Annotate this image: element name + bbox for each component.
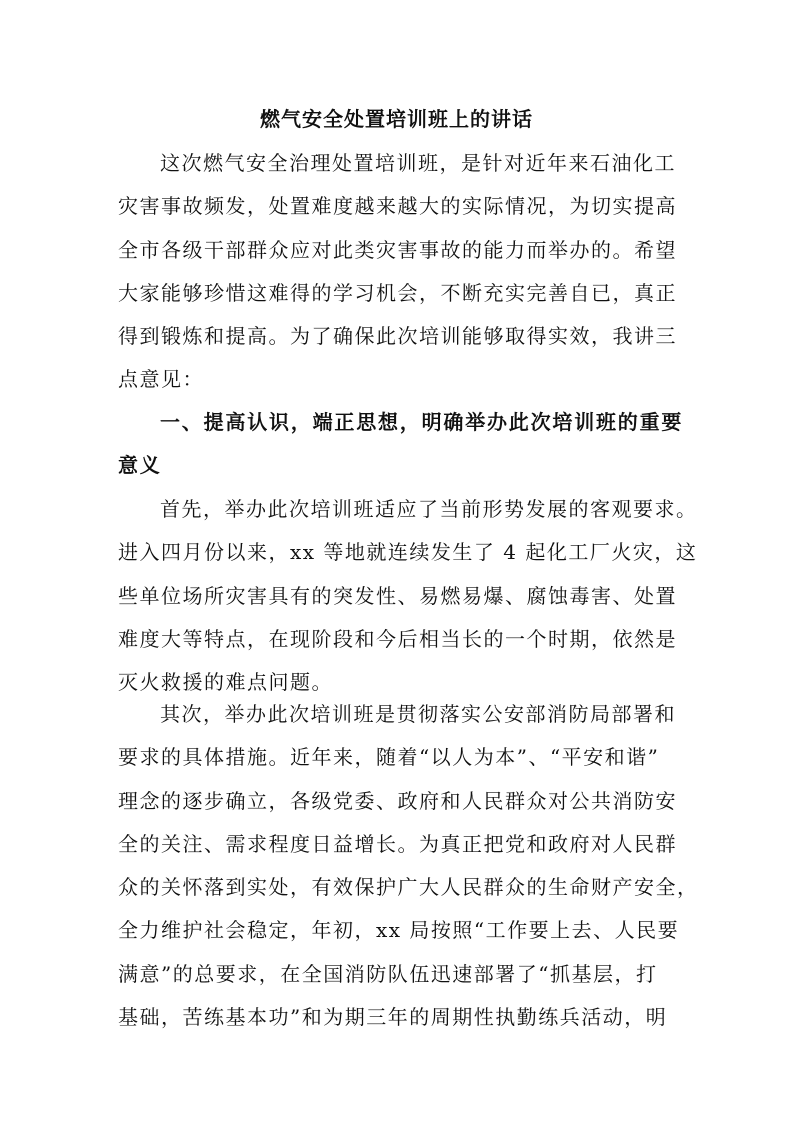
paragraph-line: 基础，苦练基本功”和为期三年的周期性执勤练兵活动，明	[118, 1005, 668, 1030]
paragraph-line: 其次，举办此次培训班是贯彻落实公安部消防局部署和	[160, 702, 676, 726]
paragraph-2	[118, 488, 698, 704]
paragraph-line: 大家能够珍惜这难得的学习机会，不断充实完善自已，真正	[118, 280, 677, 305]
paragraph-line: 得到锻炼和提高。为了确保此次培训能够取得实效，我讲三	[118, 324, 677, 349]
paragraph-line: 全的关注、需求程度日益增长。为真正把党和政府对人民群	[118, 831, 677, 856]
paragraph-line: 些单位场所灾害具有的突发性、易燃易爆、腐蚀毒害、处置	[118, 583, 677, 608]
heading-line: 一、提高认识，端正思想，明确举办此次培训班的重要	[160, 410, 684, 434]
paragraph-line: 这次燃气安全治理处置培训班，是针对近年来石油化工	[160, 151, 676, 175]
paragraph-line: 众的关怀落到实处，有效保护广大人民群众的生命财产安全，	[118, 875, 699, 900]
paragraph-line: 进入四月份以来，xx 等地就连续发生了 4 起化工厂火灾，这	[118, 540, 698, 565]
paragraph-line: 灾害事故频发，处置难度越来越大的实际情况，为切实提高	[118, 194, 677, 219]
paragraph-line: 满意”的总要求，在全国消防队伍迅速部署了“抓基层，打	[118, 961, 658, 986]
document-title: 燃气安全处置培训班上的讲话	[260, 107, 533, 131]
heading-line: 意义	[118, 453, 162, 478]
paragraph-line: 点意见：	[118, 367, 204, 392]
paragraph-line: 理念的逐步确立，各级党委、政府和人民群众对公共消防安	[118, 788, 677, 813]
paragraph-line: 灭火救援的难点问题。	[118, 670, 333, 695]
paragraph-line: 全力维护社会稳定，年初，xx 局按照“工作要上去、人民要	[118, 918, 680, 943]
paragraph-line: 要求的具体措施。近年来，随着“以人为本”、“平安和谐”	[118, 745, 660, 770]
paragraph-line: 难度大等特点，在现阶段和今后相当长的一个时期，依然是	[118, 626, 677, 651]
paragraph-line: 全市各级干部群众应对此类灾害事故的能力而举办的。希望	[118, 237, 677, 262]
section-heading-1	[118, 401, 684, 488]
paragraph-1	[118, 142, 678, 402]
paragraph-line: 首先，举办此次培训班适应了当前形势发展的客观要求。	[160, 497, 698, 521]
paragraph-3	[118, 693, 699, 1039]
